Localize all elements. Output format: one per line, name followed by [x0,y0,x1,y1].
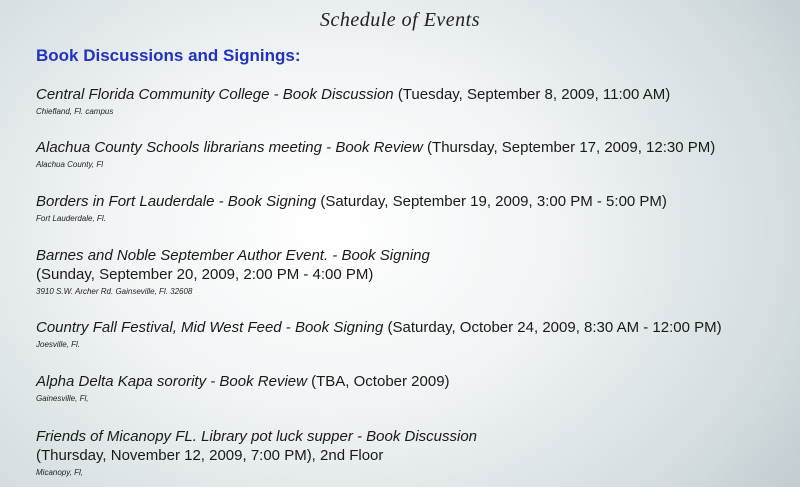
section-heading: Book Discussions and Signings: [36,46,301,65]
event-datetime: (Thursday, November 12, 2009, 7:00 PM), 2nd Floor [36,447,384,464]
event-location: Fort Lauderdale, Fl. [36,214,106,223]
event-datetime: (Saturday, September 19, 2009, 3:00 PM - 5:00 PM) [320,193,667,210]
page-title: Schedule of Events [319,9,481,31]
event-item [36,246,786,296]
event-name: Friends of Micanopy FL. Library pot luck supper - Book Discussion [36,428,478,445]
event-datetime: (Thursday, September 17, 2009, 12:30 PM) [427,139,716,156]
event-datetime: (Tuesday, September 8, 2009, 11:00 AM) [397,86,671,103]
event-item [36,427,786,477]
event-name: Alpha Delta Kapa sorority - Book Review [36,373,307,390]
event-name: Barnes and Noble September Author Event. - Book Signing [36,247,430,264]
event-location: Joesville, Fl. [36,340,81,349]
event-item [36,318,786,349]
event-item [36,85,786,116]
event-datetime: (Saturday, October 24, 2009, 8:30 AM - 12:00 PM) [387,319,722,336]
event-name: Country Fall Festival, Mid West Feed - Book Signing [36,319,384,336]
event-datetime: (TBA, October 2009) [311,373,450,390]
event-item [36,138,786,169]
event-name: Central Florida Community College - Book Discussion [36,86,394,103]
event-location: Micanopy, Fl, [36,468,83,477]
event-location: 3910 S.W. Archer Rd. Gainseville, Fl. 32608 [36,287,193,296]
event-item [36,192,786,223]
event-location: Gainesville, Fl, [36,394,89,403]
event-name: Borders in Fort Lauderdale - Book Signing [36,193,317,210]
event-location: Chiefland, Fl. campus [36,107,114,116]
event-name: Alachua County Schools librarians meeting - Book Review [36,139,423,156]
event-location: Alachua County, Fl [36,160,103,169]
event-datetime: (Sunday, September 20, 2009, 2:00 PM - 4:00 PM) [36,266,374,283]
event-item [36,372,786,403]
